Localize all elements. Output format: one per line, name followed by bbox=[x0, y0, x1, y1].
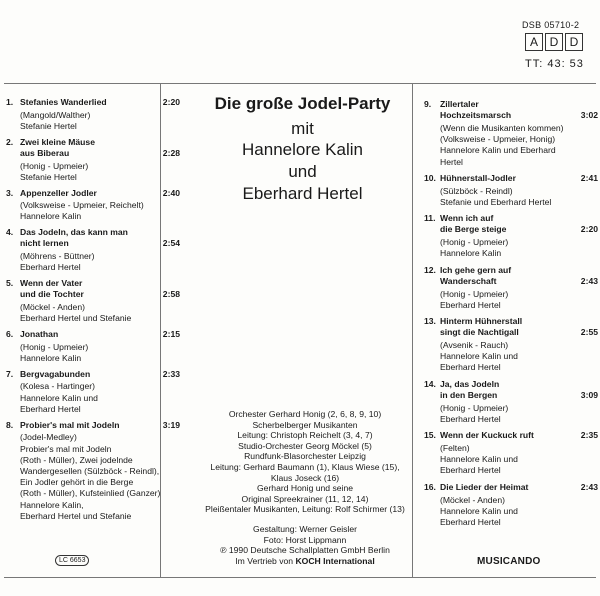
track-detail: Hannelore Kalin, bbox=[20, 499, 84, 510]
track-title: aus Biberau bbox=[20, 147, 70, 158]
credit-line: Leitung: Gerhard Baumann (1), Klaus Wiese (15), bbox=[210, 461, 400, 472]
track-title: Wenn der Vater bbox=[20, 278, 83, 289]
track-detail: Eberhard Hertel bbox=[440, 413, 501, 424]
track-number: 10. bbox=[424, 172, 436, 183]
track-detail: Stefanie Hertel bbox=[20, 171, 77, 182]
track-detail: Stefanie Hertel bbox=[20, 120, 77, 131]
top-rule bbox=[4, 83, 596, 84]
track-number: 12. bbox=[424, 264, 436, 275]
track-title: Stefanies Wanderlied bbox=[20, 97, 107, 107]
track-number: 14. bbox=[424, 378, 436, 389]
track-duration: 2:41 bbox=[580, 172, 598, 183]
track-title: und die Tochter bbox=[20, 289, 84, 300]
bottom-rule bbox=[4, 577, 596, 578]
track-number: 3. bbox=[6, 187, 14, 198]
track-duration: 2:28 bbox=[162, 147, 180, 158]
track-title: Wanderschaft bbox=[440, 275, 497, 286]
credit-line: Original Spreekrainer (11, 12, 14) bbox=[241, 493, 369, 504]
track-detail: Eberhard Hertel bbox=[440, 465, 501, 476]
orchestra-credits bbox=[180, 409, 430, 515]
credit-line: Gerhard Honig und seine bbox=[256, 483, 354, 494]
credit-line: Klaus Joseck (16) bbox=[270, 472, 340, 483]
track-detail: (Möhrens - Büttner) bbox=[20, 251, 95, 262]
track-detail: (Avsenik - Rauch) bbox=[440, 340, 509, 351]
track-title: Zillertaler bbox=[440, 99, 479, 109]
track-detail: (Honig - Upmeier) bbox=[440, 402, 509, 413]
track-duration: 2:43 bbox=[580, 481, 598, 492]
add-code-a: A bbox=[525, 33, 543, 51]
track-detail: (Felten) bbox=[440, 443, 470, 454]
track-detail: (Honig - Upmeier) bbox=[440, 288, 509, 299]
track-duration: 2:58 bbox=[162, 289, 180, 300]
track-title: Hochzeitsmarsch bbox=[440, 110, 512, 121]
track-detail: Hertel bbox=[440, 156, 463, 167]
track-number: 4. bbox=[6, 227, 14, 238]
track-detail: (Honig - Upmeier) bbox=[20, 341, 89, 352]
track-title: Zwei kleine Mäuse bbox=[20, 136, 95, 147]
track-detail: Eberhard Hertel und Stefanie bbox=[20, 510, 132, 521]
credit-line: Scherbelberger Musikanten bbox=[252, 419, 358, 430]
track-title: Die Lieder der Heimat bbox=[440, 481, 529, 492]
track-detail: Eberhard Hertel und Stefanie bbox=[20, 313, 132, 324]
track-detail: Hannelore Kalin bbox=[440, 248, 502, 259]
track-detail: (Volksweise - Upmeier, Reichelt) bbox=[20, 200, 144, 211]
credit-design: Gestaltung: Werner Geisler bbox=[253, 524, 357, 534]
track-number: 5. bbox=[6, 278, 14, 289]
track-detail: Hannelore Kalin bbox=[20, 211, 82, 222]
credit-line: Orchester Gerhard Honig (2, 6, 8, 9, 10) bbox=[228, 409, 382, 419]
label-code: LC 6653 bbox=[55, 555, 89, 566]
track-detail: Hannelore Kalin und bbox=[440, 454, 518, 465]
track-title: Bergvagabunden bbox=[20, 368, 91, 379]
credit-line: Leitung: Christoph Reichelt (3, 4, 7) bbox=[237, 430, 373, 441]
track-detail: Probier's mal mit Jodeln bbox=[20, 443, 112, 454]
track-detail: Eberhard Hertel bbox=[440, 299, 501, 310]
track-detail: Stefanie und Eberhard Hertel bbox=[440, 196, 552, 207]
track-detail: Eberhard Hertel bbox=[440, 362, 501, 373]
track-title: Wenn der Kuckuck ruft bbox=[440, 430, 534, 441]
credit-distribution: Im Vertrieb von KOCH International bbox=[235, 555, 375, 566]
track-duration: 2:15 bbox=[162, 329, 180, 340]
track-title: Appenzeller Jodler bbox=[20, 187, 97, 198]
track-detail: (Wenn die Musikanten kommen) bbox=[440, 122, 564, 133]
add-code-box bbox=[525, 33, 585, 51]
track-detail: Hannelore Kalin und bbox=[440, 505, 518, 516]
credit-copyright: ℗ 1990 Deutsche Schallplatten GmbH Berlin bbox=[220, 545, 390, 556]
track-number: 8. bbox=[6, 419, 14, 430]
track-duration: 2:40 bbox=[162, 187, 180, 198]
track-detail: Wandergesellen (Sülzböck - Reindl), bbox=[20, 465, 160, 476]
track-number: 2. bbox=[6, 136, 14, 147]
track-number: 16. bbox=[424, 481, 436, 492]
track-duration: 3:09 bbox=[580, 390, 598, 401]
track-detail: (Sülzböck - Reindl) bbox=[440, 185, 513, 196]
track-duration: 2:54 bbox=[162, 238, 180, 249]
track-detail: Eberhard Hertel bbox=[20, 262, 81, 273]
track-number: 13. bbox=[424, 316, 436, 327]
track-detail: (Honig - Upmeier) bbox=[440, 237, 509, 248]
track-detail: (Möckel - Anden) bbox=[440, 494, 505, 505]
track-title: die Berge steige bbox=[440, 224, 507, 235]
track-title: Probier's mal mit Jodeln bbox=[20, 419, 120, 430]
track-detail: Eberhard Hertel bbox=[440, 516, 501, 527]
track-title: Wenn ich auf bbox=[440, 213, 494, 224]
heading-und: und bbox=[288, 162, 317, 181]
track-detail: Hannelore Kalin bbox=[20, 352, 82, 363]
track-title: in den Bergen bbox=[440, 390, 498, 401]
track-number: 1. bbox=[6, 97, 14, 107]
credit-photo: Foto: Horst Lippmann bbox=[263, 534, 347, 545]
track-number: 6. bbox=[6, 329, 14, 340]
track-duration: 2:20 bbox=[162, 97, 180, 107]
label-name: MUSICANDO bbox=[477, 556, 541, 567]
track-title: Hinterm Hühnerstall bbox=[440, 316, 523, 327]
track-duration: 2:43 bbox=[580, 275, 598, 286]
track-number: 11. bbox=[424, 213, 436, 224]
album-title: Die große Jodel-Party bbox=[214, 94, 391, 113]
track-detail: (Honig - Upmeier) bbox=[20, 160, 89, 171]
track-title: nicht lernen bbox=[20, 238, 69, 249]
track-duration: 2:20 bbox=[580, 224, 598, 235]
track-detail: Eberhard Hertel bbox=[20, 403, 81, 414]
track-detail: (Roth - Müller), Zwei jodelnde bbox=[20, 454, 133, 465]
track-detail: (Mangold/Walther) bbox=[20, 109, 91, 120]
track-detail: (Roth - Müller), Kufsteinlied (Ganzer) bbox=[20, 488, 161, 499]
track-detail: (Möckel - Anden) bbox=[20, 302, 85, 313]
credit-line: Rundfunk-Blasorchester Leipzig bbox=[244, 451, 366, 462]
heading-mit: mit bbox=[291, 119, 314, 138]
credit-line: Studio-Orchester Georg Möckel (5) bbox=[238, 440, 372, 451]
track-detail: Hannelore Kalin und Eberhard bbox=[440, 145, 556, 156]
track-duration: 3:19 bbox=[162, 419, 180, 430]
track-title: Hühnerstall-Jodler bbox=[440, 172, 516, 183]
total-time: TT: 43: 53 bbox=[525, 58, 584, 70]
track-duration: 2:33 bbox=[162, 368, 180, 379]
track-title: Ja, das Jodeln bbox=[440, 378, 500, 389]
credit-line: Pleißentaler Musikanten, Leitung: Rolf Schirmer (13) bbox=[205, 504, 405, 515]
heading-artist-2: Eberhard Hertel bbox=[242, 184, 363, 203]
track-title: Ich gehe gern auf bbox=[440, 264, 512, 275]
track-number: 15. bbox=[424, 430, 436, 441]
production-credits bbox=[170, 524, 440, 566]
track-detail: Hannelore Kalin und bbox=[20, 392, 98, 403]
track-detail: Ein Jodler gehört in die Berge bbox=[20, 477, 134, 488]
track-detail: (Jodel-Medley) bbox=[20, 432, 77, 443]
track-number: 9. bbox=[424, 99, 432, 109]
add-code-d1: D bbox=[545, 33, 563, 51]
track-detail: Hannelore Kalin und bbox=[440, 351, 518, 362]
catalog-number: DSB 05710-2 bbox=[522, 20, 580, 30]
track-duration: 2:55 bbox=[580, 327, 598, 338]
track-detail: (Kolesa - Hartinger) bbox=[20, 381, 95, 392]
track-duration: 3:02 bbox=[580, 110, 598, 121]
track-number: 7. bbox=[6, 368, 14, 379]
track-detail: (Volksweise - Upmeier, Honig) bbox=[440, 134, 556, 145]
track-title: Jonathan bbox=[20, 329, 59, 340]
track-duration: 2:35 bbox=[580, 430, 598, 441]
add-code-d2: D bbox=[565, 33, 583, 51]
track-title: Das Jodeln, das kann man bbox=[20, 227, 128, 238]
heading-artist-1: Hannelore Kalin bbox=[242, 140, 363, 159]
track-title: singt die Nachtigall bbox=[440, 327, 519, 338]
